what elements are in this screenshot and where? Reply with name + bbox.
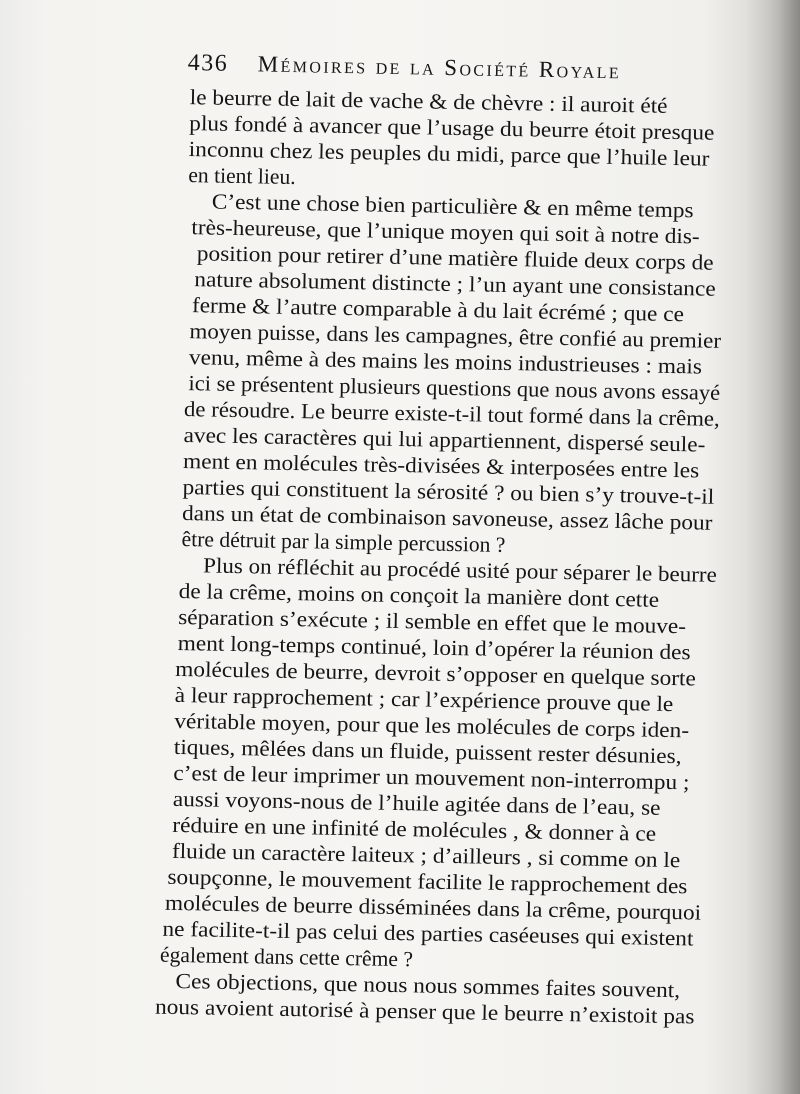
text-line: Ces objections, que nous nous sommes faites souvent, — [175, 968, 681, 1003]
text-line: molécules de beurre disséminées dans la crême, pourquoi — [164, 890, 702, 925]
body-text — [154, 84, 746, 1030]
text-line: Plus on réfléchit au procédé usité pour séparer le beurre — [202, 553, 718, 587]
text-line: molécules de beurre, devroit s’opposer en quelque sorte — [175, 656, 697, 691]
text-line: également dans cette crême ? — [159, 942, 414, 972]
text-line: plus fondé à avancer que l’usage du beurre étoit presque — [189, 111, 715, 145]
text-line: dans un état de combinaison savoneuse, assez lâche pour — [181, 501, 713, 535]
text-line: aussi voyons-nous de l’huile agitée dans de l’eau, se — [172, 786, 661, 820]
running-title: Mémoires de la Société Royale — [257, 51, 622, 84]
text-line: fluide un caractère laiteux ; d’ailleurs , si comme on le — [171, 838, 681, 873]
text-line: ne facilite-t-il pas celui des parties caséeuses qui existent — [162, 916, 694, 951]
text-line: position pour retirer d’une matière fluide deux corps de — [196, 241, 714, 275]
text-line: nous avoient autorisé à penser que le beurre n’existoit pas — [154, 994, 695, 1029]
text-line: inconnu chez les peuples du midi, parce que l’huile leur — [188, 137, 710, 171]
text-line: réduire en une infinité de molécules , & donner à ce — [172, 812, 657, 846]
page-gutter-shadow — [745, 0, 800, 1094]
text-line: à leur rapprochement ; car l’expérience prouve que le — [174, 682, 674, 717]
text-line: nature absolument distincte ; l’un ayant une consistance — [194, 267, 716, 301]
text-line: tiques, mêlées dans un fluide, puissent rester désunies, — [173, 734, 682, 769]
text-line: ici se présentent plusieurs questions que nous avons essayé — [188, 371, 721, 405]
text-line: parties qui constituent la sérosité ? ou bien s’y trouve-t-il — [182, 475, 715, 509]
text-line: de la crême, moins on conçoit la manière dont cette — [178, 578, 660, 612]
text-line: de résoudre. Le beurre existe-t-il tout formé dans la crême, — [183, 397, 720, 431]
text-line: c’est de leur imprimer un mouvement non-interrompu ; — [173, 760, 690, 795]
text-line: le beurre de lait de vache & de chèvre : il auroit été — [189, 85, 668, 118]
text-line: ment long-temps continué, loin d’opérer la réunion des — [177, 630, 691, 665]
page-number: 436 — [187, 50, 229, 77]
text-line: avec les caractères qui lui appartiennent, dispersé seule- — [183, 423, 706, 457]
text-line: être détruit par la simple percussion ? — [181, 526, 506, 557]
text-line: venu, même à des mains les moins industrieuses : mais — [188, 345, 703, 379]
text-line: très-heureuse, que l’unique moyen qui soit à notre dis- — [191, 215, 700, 249]
text-line: véritable moyen, pour que les molécules de corps iden- — [174, 708, 690, 743]
text-line: ferme & l’autre comparable à du lait écrémé ; que ce — [191, 293, 685, 327]
text-line: moyen puisse, dans les campagnes, être confié au premier — [189, 319, 722, 353]
text-line: en tient lieu. — [188, 163, 296, 190]
text-line: ment en molécules très-divisées & interposées entre les — [182, 449, 700, 483]
text-line: séparation s’exécute ; il semble en effet que le mouve- — [178, 604, 687, 639]
text-line: C’est une chose bien particulière & en même temps — [211, 189, 694, 223]
text-line: soupçonne, le mouvement facilite le rapprochement des — [167, 864, 688, 899]
